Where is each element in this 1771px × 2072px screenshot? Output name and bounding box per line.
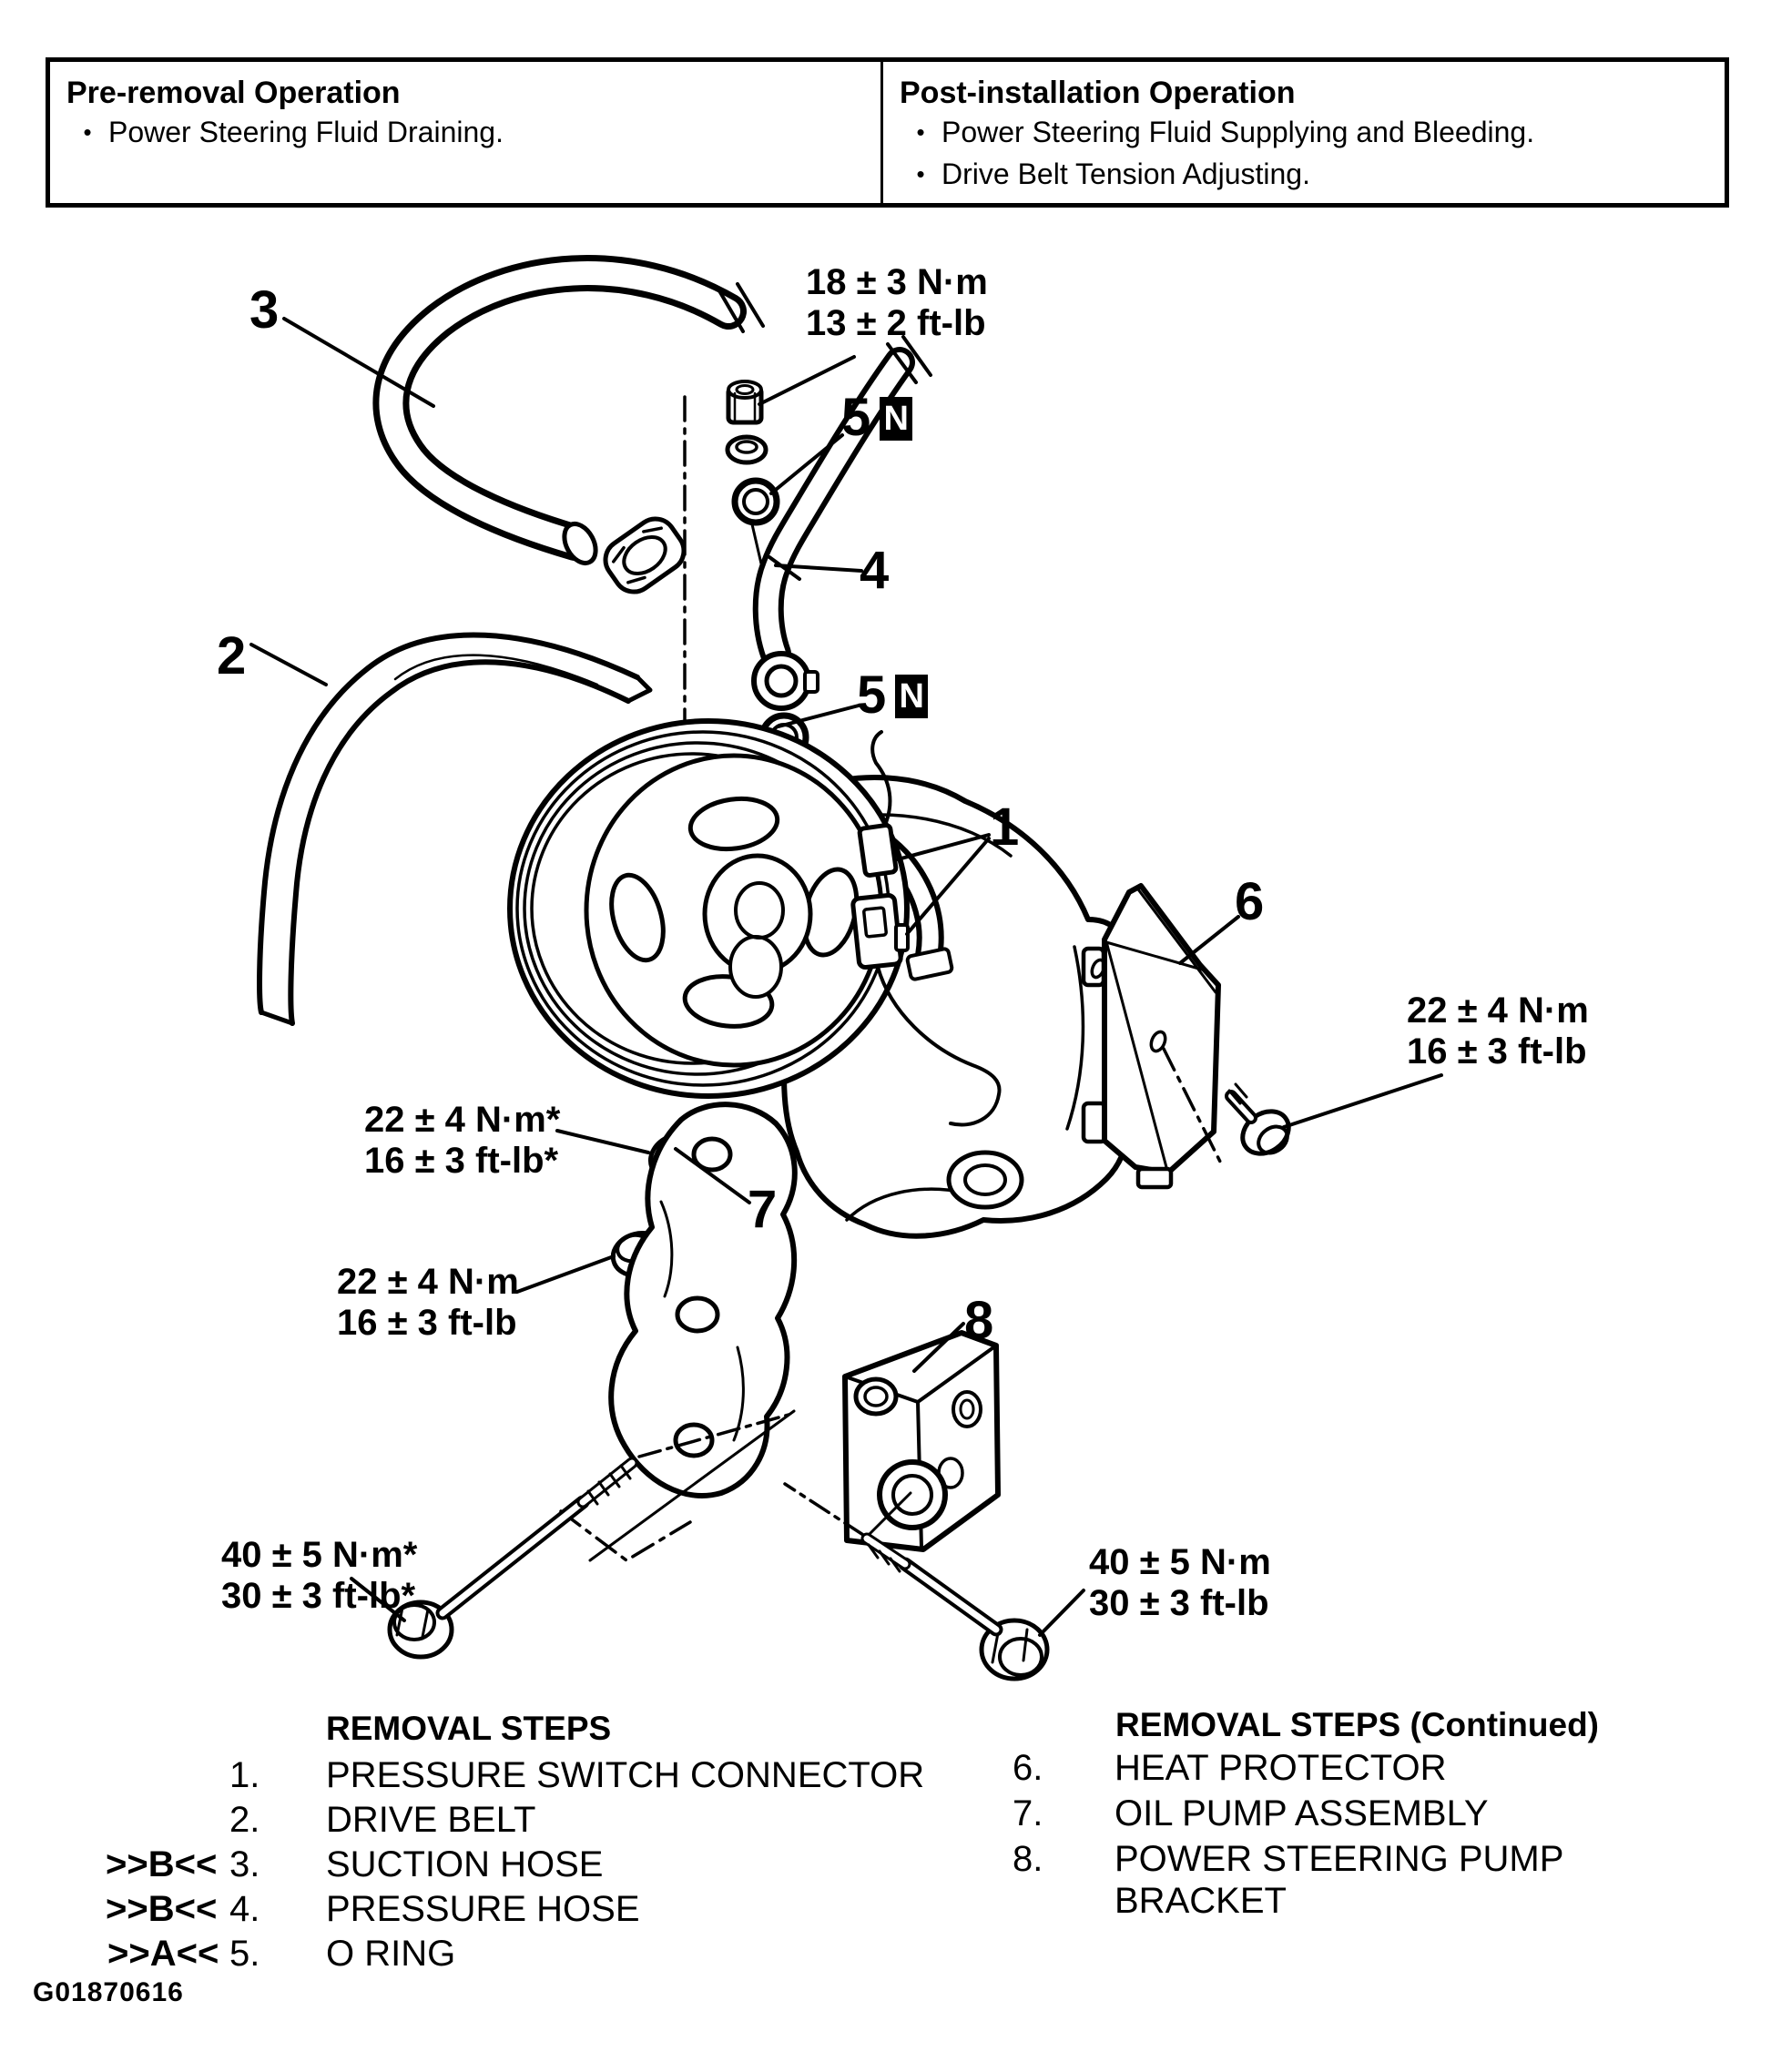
suction-hose-art [391, 273, 763, 568]
part-label-4: 4 [860, 541, 890, 600]
torque-callout-pump-upper-bolt [364, 1100, 560, 1182]
bullet-icon: • [83, 118, 92, 146]
step-label: DRIVE BELT [326, 1800, 536, 1840]
bullet-icon: • [916, 160, 925, 188]
part-label-5-number: 5 [841, 388, 871, 447]
pulley-art [510, 721, 907, 1096]
step-marker: >>B<< [106, 1889, 218, 1929]
post-installation-cell [883, 62, 1725, 203]
part-label-8: 8 [964, 1291, 994, 1350]
n-badge: N [880, 397, 912, 441]
torque-imperial: 16 ± 3 ft-lb [337, 1303, 517, 1343]
figure-code: G01870616 [33, 1977, 184, 2007]
operations-table [46, 57, 1729, 208]
step-number: 3. [229, 1844, 260, 1884]
part-label-5-lower [857, 665, 928, 725]
removal-step-row [0, 1839, 1771, 1883]
part-label-2: 2 [217, 626, 247, 686]
pre-removal-cell [50, 62, 883, 203]
step-number: 6. [1013, 1748, 1043, 1788]
step-number: 5. [229, 1934, 260, 1974]
pre-removal-title: Pre-removal Operation [66, 76, 401, 110]
part-label-3: 3 [249, 280, 280, 340]
torque-callout-bracket-bolt-left [221, 1535, 417, 1617]
step-label: PRESSURE SWITCH CONNECTOR [326, 1755, 925, 1795]
part-label-1: 1 [990, 797, 1020, 857]
torque-metric: 40 ± 5 N·m [1089, 1542, 1271, 1582]
n-badge: N [895, 675, 928, 718]
torque-imperial: 30 ± 3 ft-lb* [221, 1576, 416, 1616]
torque-callout-heat-protector-bolt [1407, 990, 1589, 1072]
torque-metric: 40 ± 5 N·m* [221, 1535, 418, 1575]
torque-imperial: 16 ± 3 ft-lb [1407, 1031, 1587, 1072]
removal-step-row [0, 1748, 1771, 1792]
removal-steps-continued-title: REMOVAL STEPS (Continued) [1115, 1706, 1600, 1743]
part-label-5-upper [841, 388, 912, 447]
torque-imperial: 30 ± 3 ft-lb [1089, 1583, 1269, 1623]
step-number: 8. [1013, 1839, 1043, 1879]
step-label: PRESSURE HOSE [326, 1889, 640, 1929]
step-label: O RING [326, 1934, 456, 1974]
torque-callout-bracket-bolt-right [1089, 1542, 1271, 1624]
post-installation-item-text: Drive Belt Tension Adjusting. [941, 157, 1310, 190]
part-label-7: 7 [748, 1180, 778, 1239]
pre-removal-item [66, 111, 880, 153]
bullet-icon: • [916, 118, 925, 146]
removal-step-row [0, 1881, 1771, 1925]
bracket-arm-art [611, 1104, 795, 1496]
post-installation-item [900, 153, 1725, 195]
removal-step-row [0, 1934, 1771, 1977]
removal-step-row [0, 1793, 1771, 1837]
part-label-6: 6 [1235, 872, 1265, 931]
torque-callout-pump-lower-bolt [337, 1262, 519, 1344]
heat-protector-art [1084, 886, 1297, 1187]
o-ring-upper-art [735, 481, 777, 523]
step-marker: >>B<< [106, 1844, 218, 1884]
step-number: 4. [229, 1889, 260, 1929]
step-number: 1. [229, 1755, 260, 1795]
pre-removal-item-text: Power Steering Fluid Draining. [108, 116, 504, 148]
torque-metric: 22 ± 4 N·m* [364, 1100, 561, 1140]
torque-metric: 18 ± 3 N·m [806, 262, 988, 302]
part-label-5-number: 5 [857, 665, 887, 725]
step-label: OIL PUMP ASSEMBLY [1115, 1793, 1489, 1833]
step-marker: >>A<< [107, 1934, 219, 1974]
step-number: 7. [1013, 1793, 1043, 1833]
step-label: POWER STEERING PUMP [1115, 1839, 1564, 1879]
removal-steps-title: REMOVAL STEPS [326, 1710, 612, 1747]
hose-clamp-art [597, 511, 691, 599]
step-label-wrap: BRACKET [1115, 1881, 1287, 1921]
torque-metric: 22 ± 4 N·m [1407, 990, 1589, 1031]
step-label: SUCTION HOSE [326, 1844, 604, 1884]
torque-metric: 22 ± 4 N·m [337, 1262, 519, 1302]
step-number: 2. [229, 1800, 260, 1840]
post-installation-item [900, 111, 1725, 153]
torque-callout-fitting-nut [806, 262, 988, 344]
step-label: HEAT PROTECTOR [1115, 1748, 1447, 1788]
torque-imperial: 16 ± 3 ft-lb* [364, 1141, 559, 1181]
torque-imperial: 13 ± 2 ft-lb [806, 303, 986, 343]
post-installation-item-text: Power Steering Fluid Supplying and Bleeding. [941, 116, 1535, 148]
post-installation-title: Post-installation Operation [900, 76, 1296, 110]
